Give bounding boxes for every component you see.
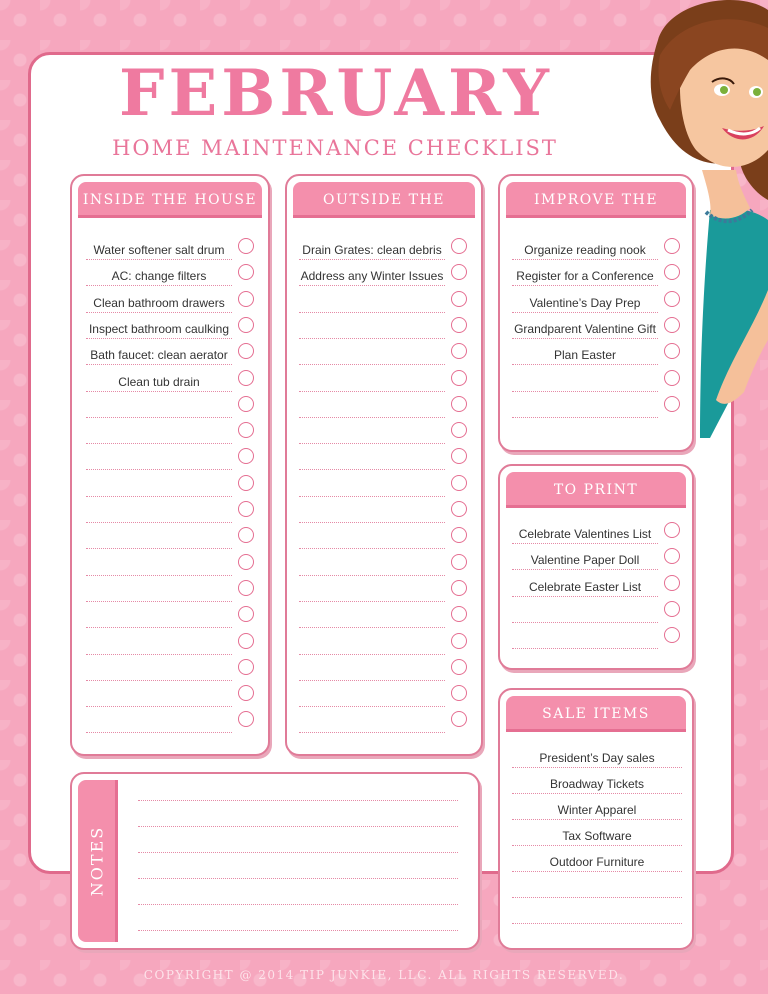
checkbox-circle[interactable] [451, 501, 467, 517]
checkbox-circle[interactable] [664, 627, 680, 643]
checklist-item-text: Clean bathroom drawers [93, 295, 225, 310]
checkbox-circle[interactable] [451, 422, 467, 438]
checkbox-circle[interactable] [451, 633, 467, 649]
checkbox-circle[interactable] [238, 527, 254, 543]
checkbox-circle[interactable] [451, 291, 467, 307]
checkbox-circle[interactable] [238, 396, 254, 412]
dotted-line [86, 732, 232, 733]
checklist-row [86, 629, 232, 655]
checklist-item-text: Broadway Tickets [549, 777, 645, 791]
note-line[interactable] [138, 930, 458, 931]
checkbox-circle[interactable] [664, 548, 680, 564]
checklist-row [512, 597, 658, 623]
checklist-row [86, 339, 232, 365]
checklist-item-text: Valentine Paper Doll [530, 553, 640, 568]
checklist-row [86, 260, 232, 286]
neck-shape [702, 170, 750, 219]
checkbox-circle[interactable] [451, 448, 467, 464]
checkbox-circle[interactable] [238, 501, 254, 517]
checklist-item-text: President’s Day sales [539, 751, 655, 765]
checklist-item-text: Grandparent Valentine Gift [514, 321, 656, 336]
checklist-item-text: Celebrate Easter List [528, 579, 642, 594]
checklist-row [86, 418, 232, 444]
checklist-item-text: Inspect bathroom caulking [88, 321, 230, 336]
print-panel [498, 464, 694, 670]
outside-header: OUTSIDE THE HOUSE [293, 182, 475, 218]
checklist-row [86, 313, 232, 339]
note-line[interactable] [138, 852, 458, 853]
notes-tab [78, 780, 118, 942]
checkbox-circle[interactable] [238, 659, 254, 675]
checkbox-circle[interactable] [451, 317, 467, 333]
checklist-row [86, 497, 232, 523]
checkbox-circle[interactable] [238, 606, 254, 622]
checklist-row [299, 234, 445, 260]
checklist-row [512, 794, 682, 820]
checkbox-circle[interactable] [238, 370, 254, 386]
page-title: FEBRUARY [119, 56, 553, 131]
sale-panel [498, 688, 694, 950]
checkbox-circle[interactable] [451, 475, 467, 491]
checklist-row [512, 234, 658, 260]
page-subtitle: HOME MAINTENANCE CHECKLIST [112, 136, 558, 160]
dotted-line [299, 732, 445, 733]
checklist-row [512, 392, 658, 418]
checkbox-circle[interactable] [664, 575, 680, 591]
note-line[interactable] [138, 800, 458, 801]
checkbox-circle[interactable] [451, 606, 467, 622]
checklist-item-text: Valentine’s Day Prep [529, 295, 641, 310]
checklist-row [512, 898, 682, 924]
checklist-row [512, 339, 658, 365]
checklist-row [299, 707, 445, 733]
checkbox-circle[interactable] [238, 448, 254, 464]
checkbox-circle[interactable] [238, 475, 254, 491]
checklist-row [299, 655, 445, 681]
checkbox-circle[interactable] [451, 396, 467, 412]
checklist-row [512, 518, 658, 544]
inside-panel [70, 174, 270, 756]
checkbox-circle[interactable] [238, 711, 254, 727]
checkbox-circle[interactable] [238, 291, 254, 307]
checklist-row [299, 550, 445, 576]
dotted-line [512, 648, 658, 649]
checklist-row [512, 820, 682, 846]
dotted-line [512, 417, 658, 418]
checklist-row [299, 681, 445, 707]
checklist-row [86, 602, 232, 628]
checkbox-circle[interactable] [238, 264, 254, 280]
outside-panel [285, 174, 483, 756]
checkbox-circle[interactable] [238, 317, 254, 333]
iris-right [753, 88, 761, 96]
checklist-row [299, 366, 445, 392]
notes-label: NOTES [87, 825, 106, 897]
checklist-row [86, 707, 232, 733]
checklist-item-text: AC: change filters [111, 269, 207, 284]
checklist-row [299, 602, 445, 628]
checklist-row [512, 260, 658, 286]
checklist-row [299, 392, 445, 418]
iris-left [720, 86, 728, 94]
checklist-row [86, 392, 232, 418]
checklist-row [86, 366, 232, 392]
checkbox-circle[interactable] [238, 685, 254, 701]
checkbox-circle[interactable] [451, 527, 467, 543]
checklist-row [86, 444, 232, 470]
checklist-row [86, 681, 232, 707]
checkbox-circle[interactable] [451, 238, 467, 254]
woman-illustration [640, 0, 768, 442]
sale-header: SALE ITEMS [506, 696, 686, 732]
checkbox-circle[interactable] [451, 343, 467, 359]
checklist-item-text: Bath faucet: clean aerator [90, 348, 228, 363]
checklist-item-text: Tax Software [562, 829, 632, 843]
checklist-item-text: Organize reading nook [524, 243, 646, 257]
note-line[interactable] [138, 904, 458, 905]
checklist-row [512, 544, 658, 570]
checkbox-circle[interactable] [451, 685, 467, 701]
note-line[interactable] [138, 826, 458, 827]
checklist-row [512, 742, 682, 768]
checklist-row [299, 444, 445, 470]
copyright-text: COPYRIGHT @ 2014 TIP JUNKIE, LLC. ALL RIGHTS RESERVED. [143, 968, 625, 982]
checklist-row [512, 846, 682, 872]
checklist-row [299, 497, 445, 523]
checklist-row [86, 234, 232, 260]
checklist-row [512, 366, 658, 392]
checklist-row [299, 287, 445, 313]
checklist-row [299, 576, 445, 602]
checklist-row [512, 623, 658, 649]
checkbox-circle[interactable] [238, 580, 254, 596]
checklist-row [86, 471, 232, 497]
checkbox-circle[interactable] [238, 238, 254, 254]
checklist-item-text: Clean tub drain [118, 374, 200, 389]
note-line[interactable] [138, 878, 458, 879]
checkbox-circle[interactable] [664, 522, 680, 538]
checkbox-circle[interactable] [451, 554, 467, 570]
checklist-item-text: Outdoor Furniture [549, 855, 645, 869]
checklist-item-text: Plan Easter [553, 348, 617, 363]
checklist-item-text: Address any Winter Issues [300, 269, 444, 284]
notes-panel [70, 772, 480, 950]
checklist-row [299, 523, 445, 549]
checklist-row [86, 655, 232, 681]
checkbox-circle[interactable] [451, 711, 467, 727]
checklist-row [299, 260, 445, 286]
inside-header: INSIDE THE HOUSE [78, 182, 262, 218]
checklist-row [299, 313, 445, 339]
checklist-row [86, 287, 232, 313]
checklist-item-text: Water softener salt drum [93, 243, 225, 257]
checklist-row [512, 287, 658, 313]
checklist-row [299, 418, 445, 444]
checklist-row [512, 872, 682, 898]
checklist-row [86, 523, 232, 549]
checkbox-circle[interactable] [451, 659, 467, 675]
checkbox-circle[interactable] [238, 633, 254, 649]
checklist-item-text: Drain Grates: clean debris [302, 243, 442, 257]
checkbox-circle[interactable] [451, 264, 467, 280]
checklist-item-text: Register for a Conference [516, 269, 654, 284]
checklist-item-text: Winter Apparel [557, 803, 637, 817]
checkbox-circle[interactable] [238, 343, 254, 359]
checkbox-circle[interactable] [238, 422, 254, 438]
checklist-row [86, 550, 232, 576]
checkbox-circle[interactable] [451, 370, 467, 386]
checkbox-circle[interactable] [664, 601, 680, 617]
print-header: TO PRINT [506, 472, 686, 508]
checkbox-circle[interactable] [238, 554, 254, 570]
checklist-row [299, 471, 445, 497]
checklist-row [299, 629, 445, 655]
dotted-line [512, 923, 682, 924]
checklist-row [512, 571, 658, 597]
checklist-row [512, 768, 682, 794]
checklist-item-text: Celebrate Valentines List [518, 527, 652, 541]
checklist-row [299, 339, 445, 365]
checkbox-circle[interactable] [451, 580, 467, 596]
checklist-row [512, 313, 658, 339]
checklist-row [86, 576, 232, 602]
improve-header: IMPROVE THE HOUSE [506, 182, 686, 218]
